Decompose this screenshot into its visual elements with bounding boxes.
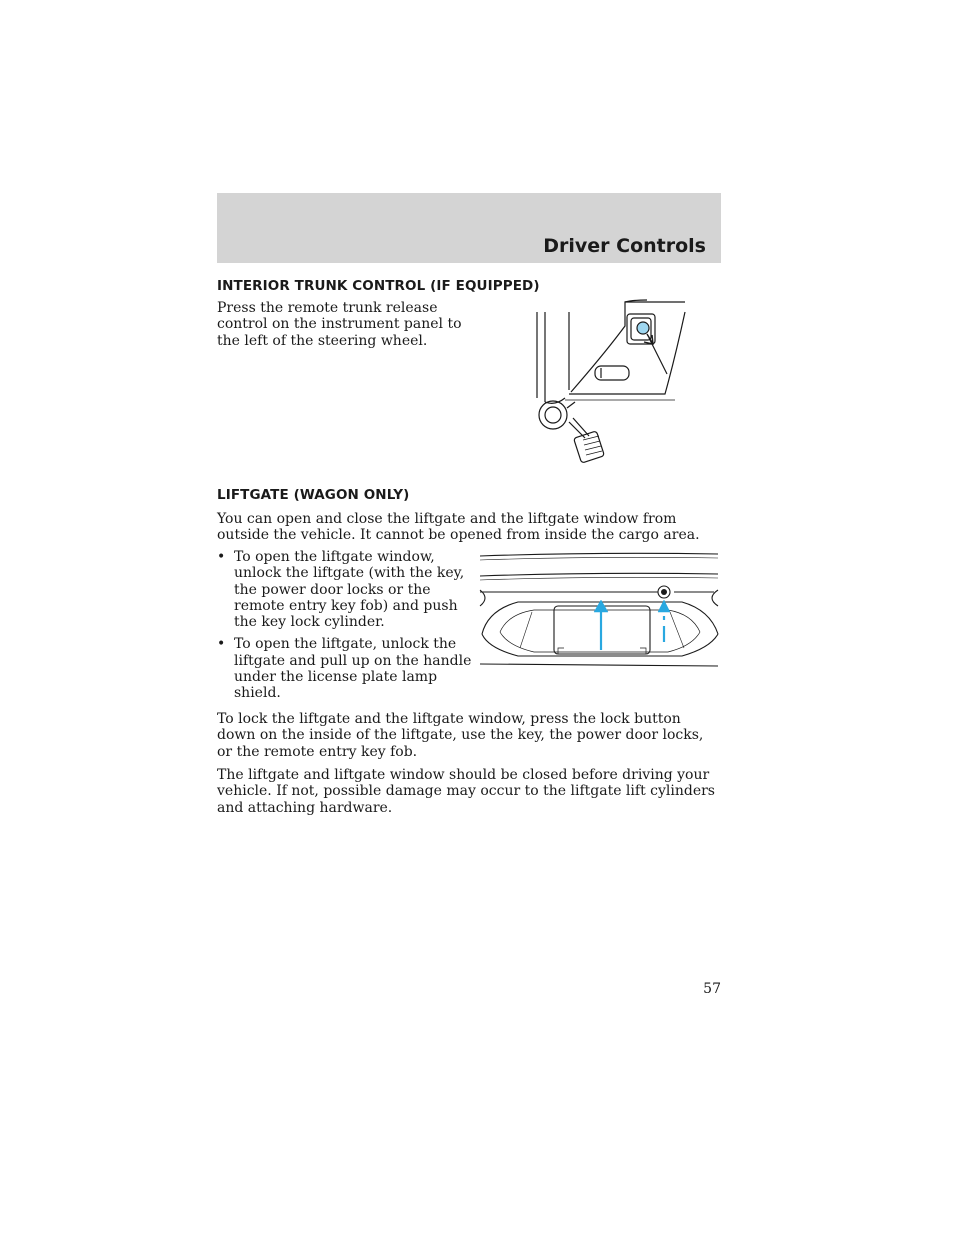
trunk-release-button-icon	[637, 322, 649, 334]
section-title: Driver Controls	[543, 235, 706, 257]
page-number: 57	[703, 981, 721, 997]
liftgate-illustration	[478, 548, 722, 673]
liftgate-intro-text: You can open and close the liftgate and the liftgate window from outside the vehicle. It cannot be opened from inside the cargo area.	[217, 511, 700, 544]
heading-interior-trunk-control: INTERIOR TRUNK CONTROL (IF EQUIPPED)	[217, 278, 540, 294]
liftgate-lock-text: To lock the liftgate and the liftgate window, press the lock button down on the inside of the liftgate, use the key, the power door locks, or the remote entry key fob.	[217, 711, 704, 760]
heading-liftgate: LIFTGATE (WAGON ONLY)	[217, 487, 410, 503]
pointer-arrow-icon	[644, 334, 653, 344]
liftgate-warning-text: The liftgate and liftgate window should be closed before driving your vehicle. If not, possible damage may occur to the liftgate lift cylinders and attaching hardware.	[217, 767, 715, 816]
section-header-band	[217, 193, 721, 263]
list-item: • To open the liftgate, unlock the liftgate and pull up on the handle under the license plate lamp shield.	[217, 636, 472, 701]
liftgate-bullet-list	[217, 549, 472, 708]
list-item: • To open the liftgate window, unlock the liftgate (with the key, the power door locks or the remote entry key fob) and push the key lock cylinder.	[217, 549, 472, 630]
key-lock-cylinder-icon	[661, 589, 667, 595]
trunk-release-illustration	[525, 298, 695, 466]
trunk-control-text: Press the remote trunk release control on the instrument panel to the left of the steering wheel.	[217, 300, 462, 349]
